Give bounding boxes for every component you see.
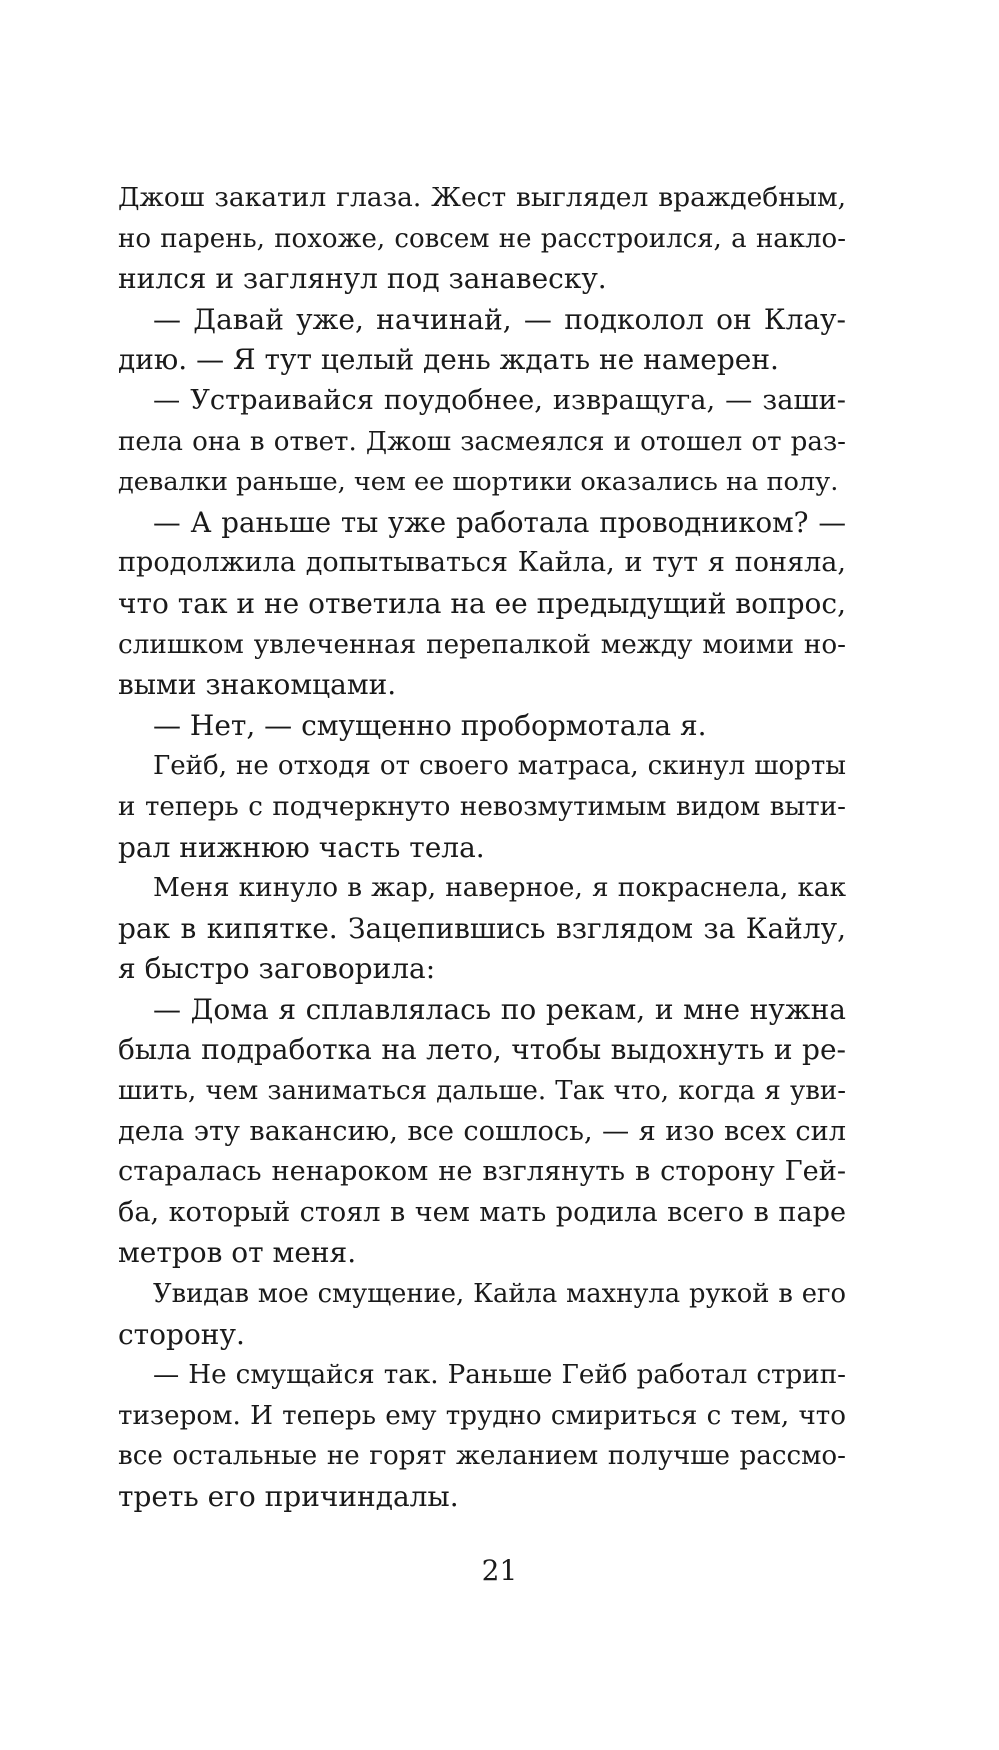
text-line: — Дома я сплавлялась по рекам, и мне нужна	[153, 992, 846, 1026]
text-line: дию. — Я тут целый день ждать не намерен.	[118, 343, 779, 377]
text-line: метров от меня.	[118, 1236, 357, 1270]
text-line: девалки раньше, чем ее шортики оказались на полу.	[118, 467, 839, 498]
text-line: все остальные не горят желанием получше рассмо-	[118, 1441, 846, 1472]
text-line: Увидав мое смущение, Кайла махнула рукой в его	[153, 1279, 846, 1310]
text-line: ба, который стоял в чем мать родила всего в паре	[118, 1196, 846, 1228]
text-line: я быстро заговорила:	[118, 952, 436, 986]
text-line: выми знакомцами.	[118, 668, 397, 702]
text-line: — Давай уже, начинай, — подколол он Клау-	[153, 302, 846, 336]
text-line: Гейб, не отходя от своего матраса, скинул шорты	[153, 751, 846, 782]
text-line: — Нет, — смущенно пробормотала я.	[153, 708, 707, 742]
text-line: пела она в ответ. Джош засмеялся и отошел от раз-	[118, 426, 846, 457]
text-line: и теперь с подчеркнуто невозмутимым видом выти-	[118, 791, 846, 822]
text-line: треть его причиндалы.	[118, 1480, 459, 1513]
text-line: нился и заглянул под занавеску.	[118, 262, 607, 296]
text-line: Джош закатил глаза. Жест выглядел враждебным,	[118, 182, 846, 213]
text-line: тизером. И теперь ему трудно смириться с тем, что	[118, 1400, 846, 1431]
text-line: продолжила допытываться Кайла, и тут я поняла,	[118, 547, 846, 579]
text-line: но парень, похоже, совсем не расстроился, а накло-	[118, 223, 846, 254]
text-line: — А раньше ты уже работала проводником? —	[153, 505, 846, 539]
text-line: старалась ненароком не взглянуть в сторону Гей-	[118, 1156, 846, 1188]
text-line: дела эту вакансию, все сошлось, — я изо всех сил	[118, 1115, 846, 1147]
body-text	[118, 178, 846, 1518]
page-number: 21	[481, 1554, 518, 1587]
text-line: была подработка на лето, чтобы выдохнуть и ре-	[118, 1033, 846, 1067]
text-line: Меня кинуло в жар, наверное, я покраснела, как	[153, 873, 846, 904]
text-line: сторону.	[118, 1317, 245, 1351]
text-line: слишком увлеченная перепалкой между моими но-	[118, 629, 846, 660]
text-line: рал нижнюю часть тела.	[118, 830, 485, 864]
text-line: что так и не ответила на ее предыдущий вопрос,	[118, 586, 846, 620]
text-line: шить, чем заниматься дальше. Так что, когда я уви-	[118, 1076, 846, 1107]
text-line: — Устраивайся поудобнее, извращуга, — заши-	[153, 384, 846, 416]
text-line: рак в кипятке. Зацепившись взглядом за Кайлу,	[118, 911, 846, 945]
text-line: — Не смущайся так. Раньше Гейб работал стрип-	[153, 1360, 846, 1391]
